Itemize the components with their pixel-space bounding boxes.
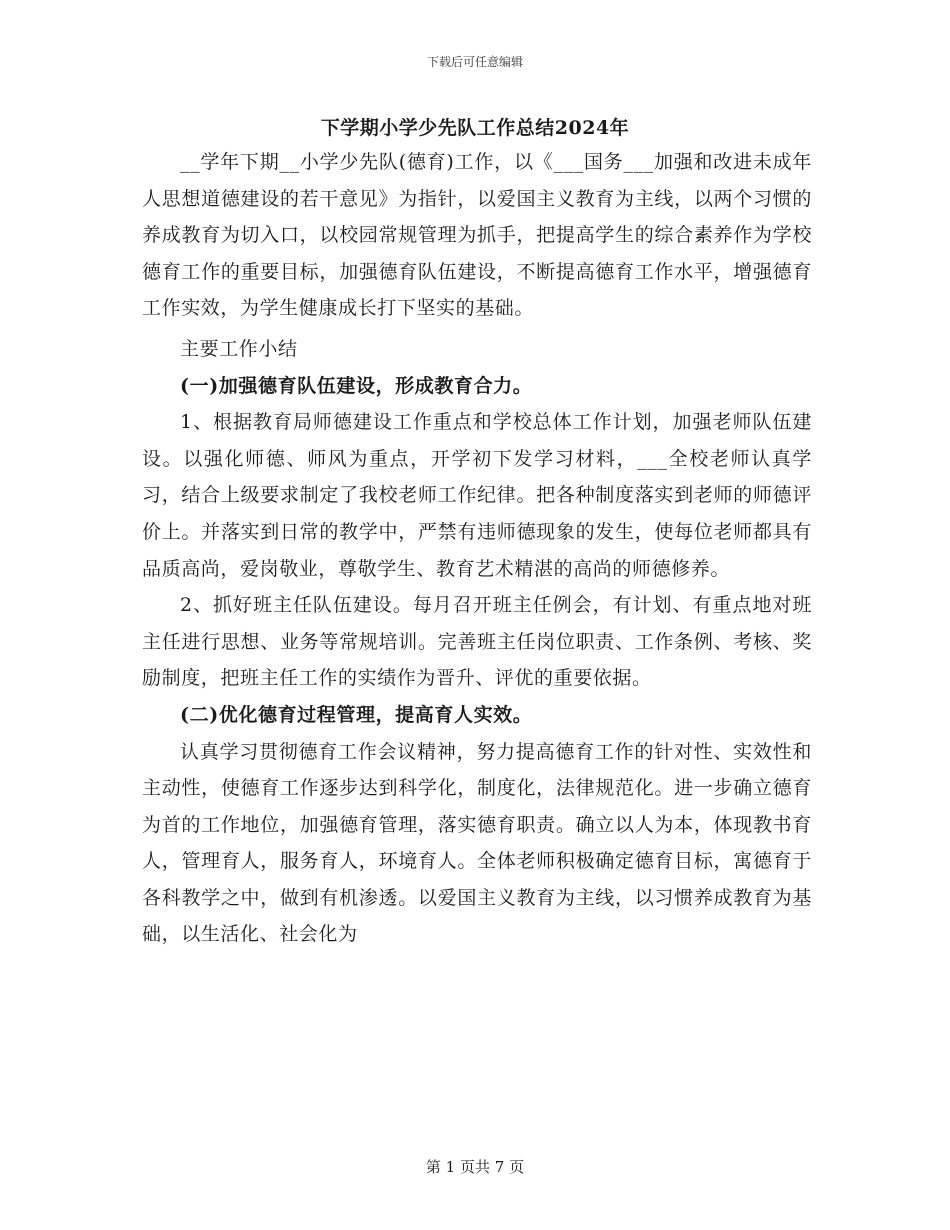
- body-paragraph-2: 2、抓好班主任队伍建设。每月召开班主任例会，有计划、有重点地对班主任进行思想、业务等常规培训。完善班主任岗位职责、工作条例、考核、奖励制度，把班主任工作的实绩作为晋升、评优的重要依据。: [142, 594, 812, 690]
- section-heading-1: (一)加强德育队伍建设，形成教育合力。: [180, 374, 533, 397]
- page-header-note: 下载后可任意编辑: [426, 55, 523, 69]
- section-label-summary: 主要工作小结: [180, 337, 298, 360]
- section-heading-2: (二)优化德育过程管理，提高育人实效。: [180, 703, 533, 726]
- body-paragraph-1: 1、根据教育局师德建设工作重点和学校总体工作计划，加强老师队伍建设。以强化师德、师风为重点，开学初下发学习材料，___全校老师认真学习，结合上级要求制定了我校老师工作纪律。把各种制度落实到老师的师德评价上。并落实到日常的教学中，严禁有违师德现象的发生，使每位老师都具有品质高尚，爱岗敬业，尊敬学生、教育艺术精湛的高尚的师德修养。: [142, 411, 812, 580]
- document-body: [142, 144, 812, 953]
- body-paragraph-3: 认真学习贯彻德育工作会议精神，努力提高德育工作的针对性、实效性和主动性，使德育工作逐步达到科学化，制度化，法律规范化。进一步确立德育为首的工作地位，加强德育管理，落实德育职责。确立以人为本，体现教书育人，管理育人，服务育人，环境育人。全体老师积极确定德育目标，寓德育于各科教学之中，做到有机渗透。以爱国主义教育为主线，以习惯养成教育为基础，以生活化、社会化为: [142, 740, 812, 946]
- document-title: 下学期小学少先队工作总结2024年: [320, 117, 630, 139]
- page-number: 第 1 页共 7 页: [425, 1158, 525, 1176]
- intro-paragraph: __学年下期__小学少先队(德育)工作，以《___国务___加强和改进未成年人思想道德建设的若干意见》为指针，以爱国主义教育为主线，以两个习惯的养成教育为切入口，以校园常规管理为抓手，把提高学生的综合素养作为学校德育工作的重要目标，加强德育队伍建设，不断提高德育工作水平，增强德育工作实效，为学生健康成长打下坚实的基础。: [142, 151, 812, 320]
